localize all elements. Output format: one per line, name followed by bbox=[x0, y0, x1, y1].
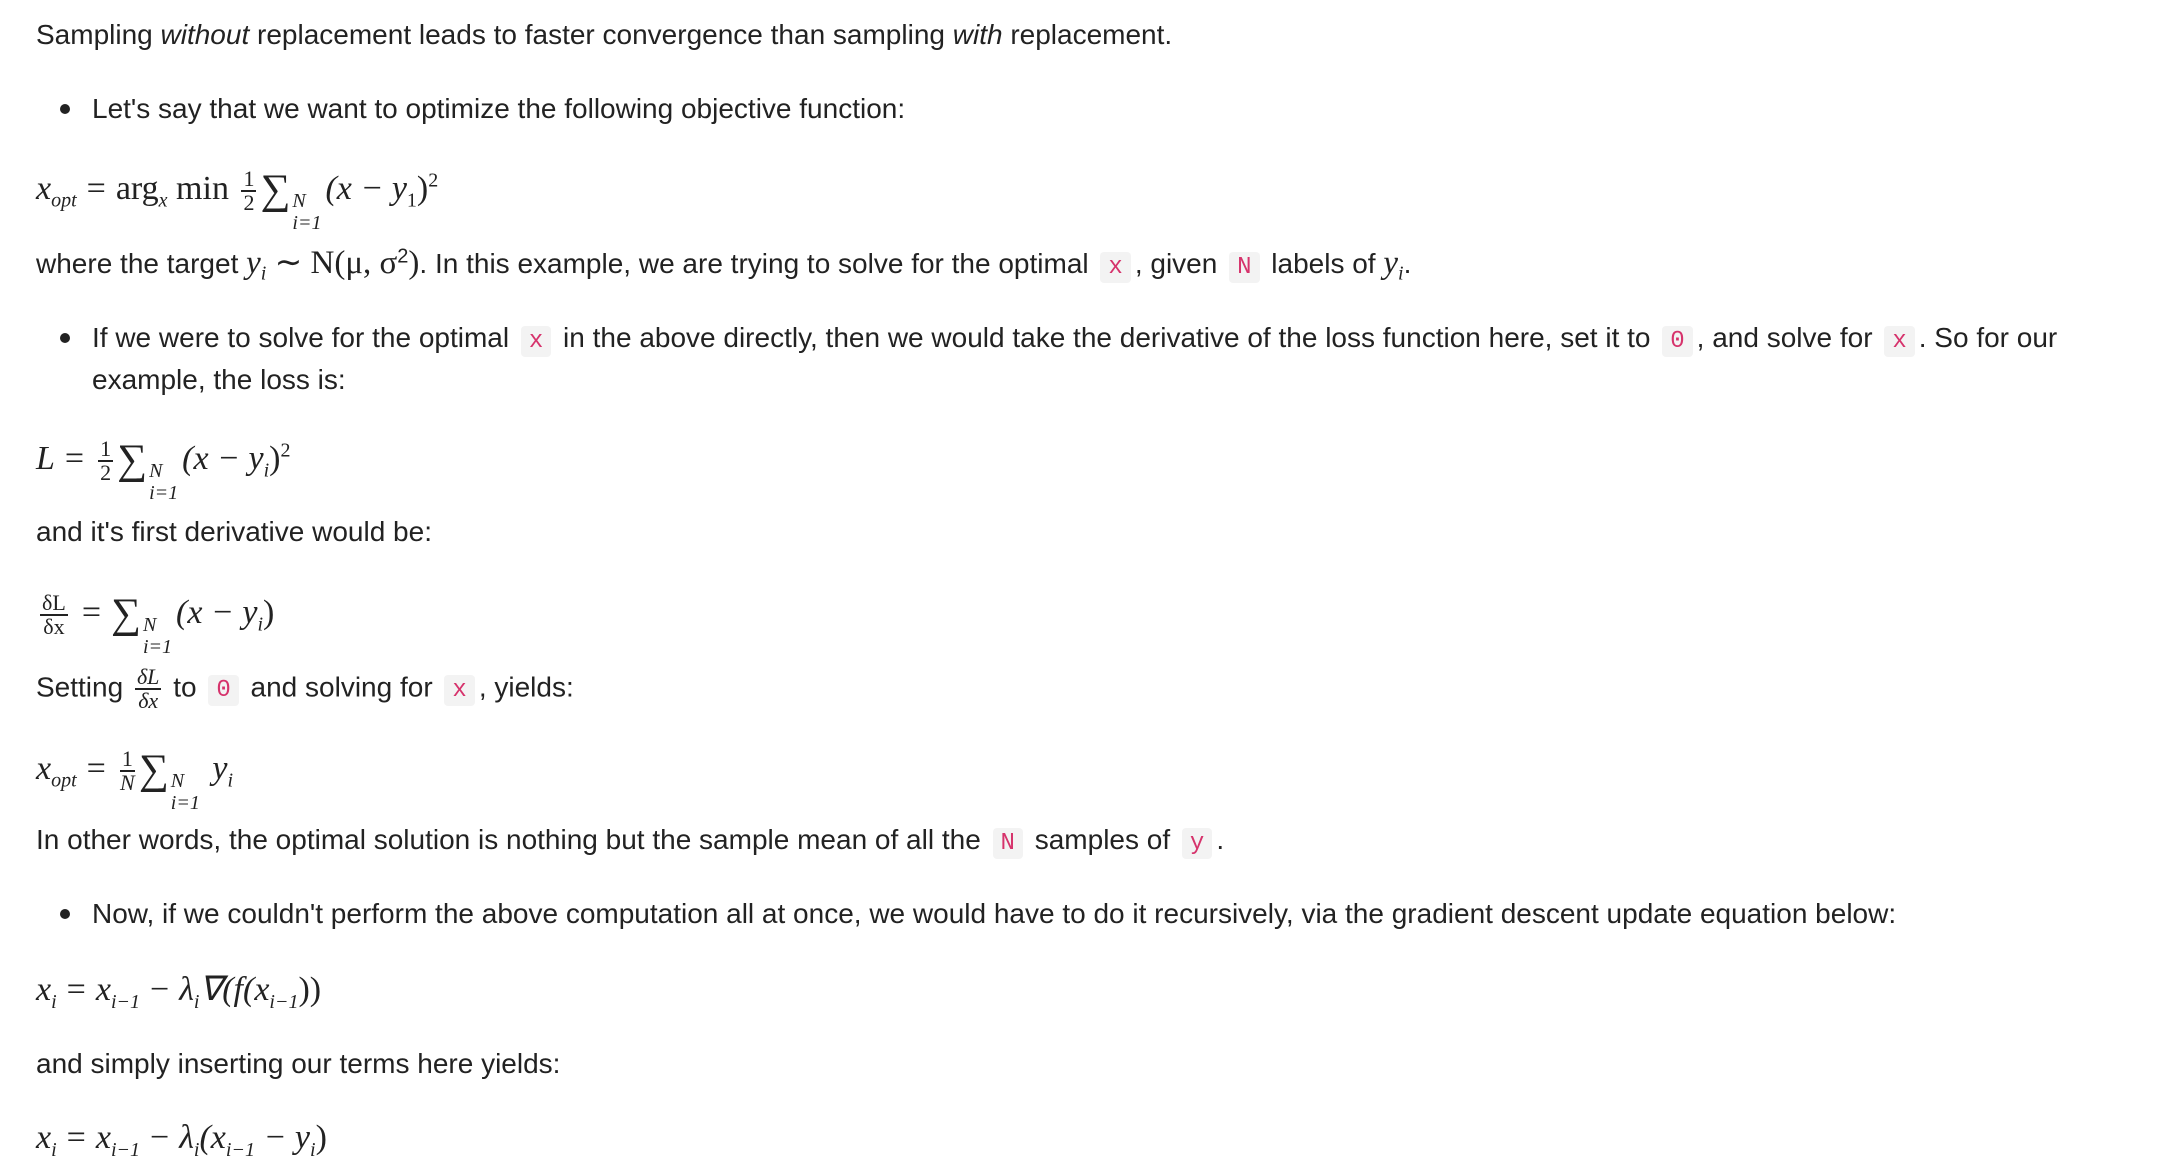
loss-equation: L = $\frac{1}{2}$ ∑ N i=1 $(x - y_i)^2$ bbox=[36, 436, 291, 504]
inline-code-zero: 0 bbox=[1662, 326, 1692, 357]
gradient-equation: $x_i = x_{i-1} - \lambda_i\nabla(f(x_{i-1}))$ bbox=[36, 971, 322, 1013]
inline-code-zero: 0 bbox=[208, 675, 238, 706]
where-paragraph: where the target $y_i$ ∼ N(μ, $\sigma^2$). In this example, we are trying to solve for the optimal x , given N labels of $y_i$. bbox=[36, 245, 1412, 285]
bullet-dot bbox=[60, 104, 70, 114]
sum-symbol: ∑ bbox=[111, 590, 141, 637]
objective-equation: $x_{opt} = arg_x$ min $\frac{1}{2}$ ∑ N i=1 $(x - y_1)^2$ bbox=[36, 166, 439, 234]
inline-code-x: x bbox=[444, 675, 474, 706]
derivative-equation: $\frac{\delta L}{\delta x}$ = ∑ N i=1 $(x - y_i)$ bbox=[42, 590, 275, 658]
insert-paragraph: and simply inserting our terms here yields: bbox=[36, 1048, 561, 1079]
setting-paragraph: Setting $\frac{\delta L}{\delta x}$ to 0 and solving for x , yields: bbox=[36, 664, 574, 713]
inline-code-x: x bbox=[1884, 326, 1914, 357]
emphasis-with: with bbox=[952, 19, 1003, 50]
derivative-intro: and it's first derivative would be: bbox=[36, 516, 432, 547]
sum-symbol: ∑ bbox=[117, 436, 148, 483]
emphasis-without: without bbox=[160, 19, 250, 50]
inline-code-x: x bbox=[521, 326, 551, 357]
fraction-half: $\frac{1}{2}$ bbox=[243, 166, 255, 215]
xopt-equation: $x_{opt}$ = $\frac{1}{N}$ ∑ N i=1 $y_i$ bbox=[36, 746, 234, 814]
fraction-half: $\frac{1}{2}$ bbox=[100, 436, 112, 485]
inline-code-n: N bbox=[993, 828, 1023, 859]
bullet-derivative-line2: example, the loss is: bbox=[92, 364, 346, 395]
bullet-derivative-line1: If we were to solve for the optimal x in the above directly, then we would take the derivative of the loss function here, set it to 0 , and solve for x . So for our bbox=[92, 322, 2058, 355]
intro-paragraph: Sampling without replacement leads to faster convergence than sampling with replacement. bbox=[36, 19, 1173, 50]
update-equation: $x_i = x_{i-1} - \lambda_i(x_{i-1} - y_i)$ bbox=[36, 1119, 327, 1161]
fraction-dl-dx: $\frac{\delta L}{\delta x}$ bbox=[42, 590, 66, 639]
bullet-dot bbox=[60, 909, 70, 919]
bullet-gradient: Now, if we couldn't perform the above computation all at once, we would have to do it recursively, via the gradient descent update equation below: bbox=[92, 898, 1897, 929]
inline-code-n: N bbox=[1229, 252, 1259, 283]
bullet-objective: Let's say that we want to optimize the following objective function: bbox=[92, 93, 906, 124]
inline-code-y: y bbox=[1182, 828, 1212, 859]
sum-symbol: ∑ bbox=[260, 166, 291, 213]
inline-code-x: x bbox=[1100, 252, 1130, 283]
other-words-paragraph: In other words, the optimal solution is nothing but the sample mean of all the N samples of y . bbox=[36, 824, 1225, 857]
bullet-dot bbox=[60, 333, 70, 343]
sum-symbol: ∑ bbox=[138, 746, 169, 793]
fraction-one-over-n: $\frac{1}{N}$ bbox=[120, 746, 135, 795]
fraction-dl-dx: $\frac{\delta L}{\delta x}$ bbox=[136, 664, 160, 713]
